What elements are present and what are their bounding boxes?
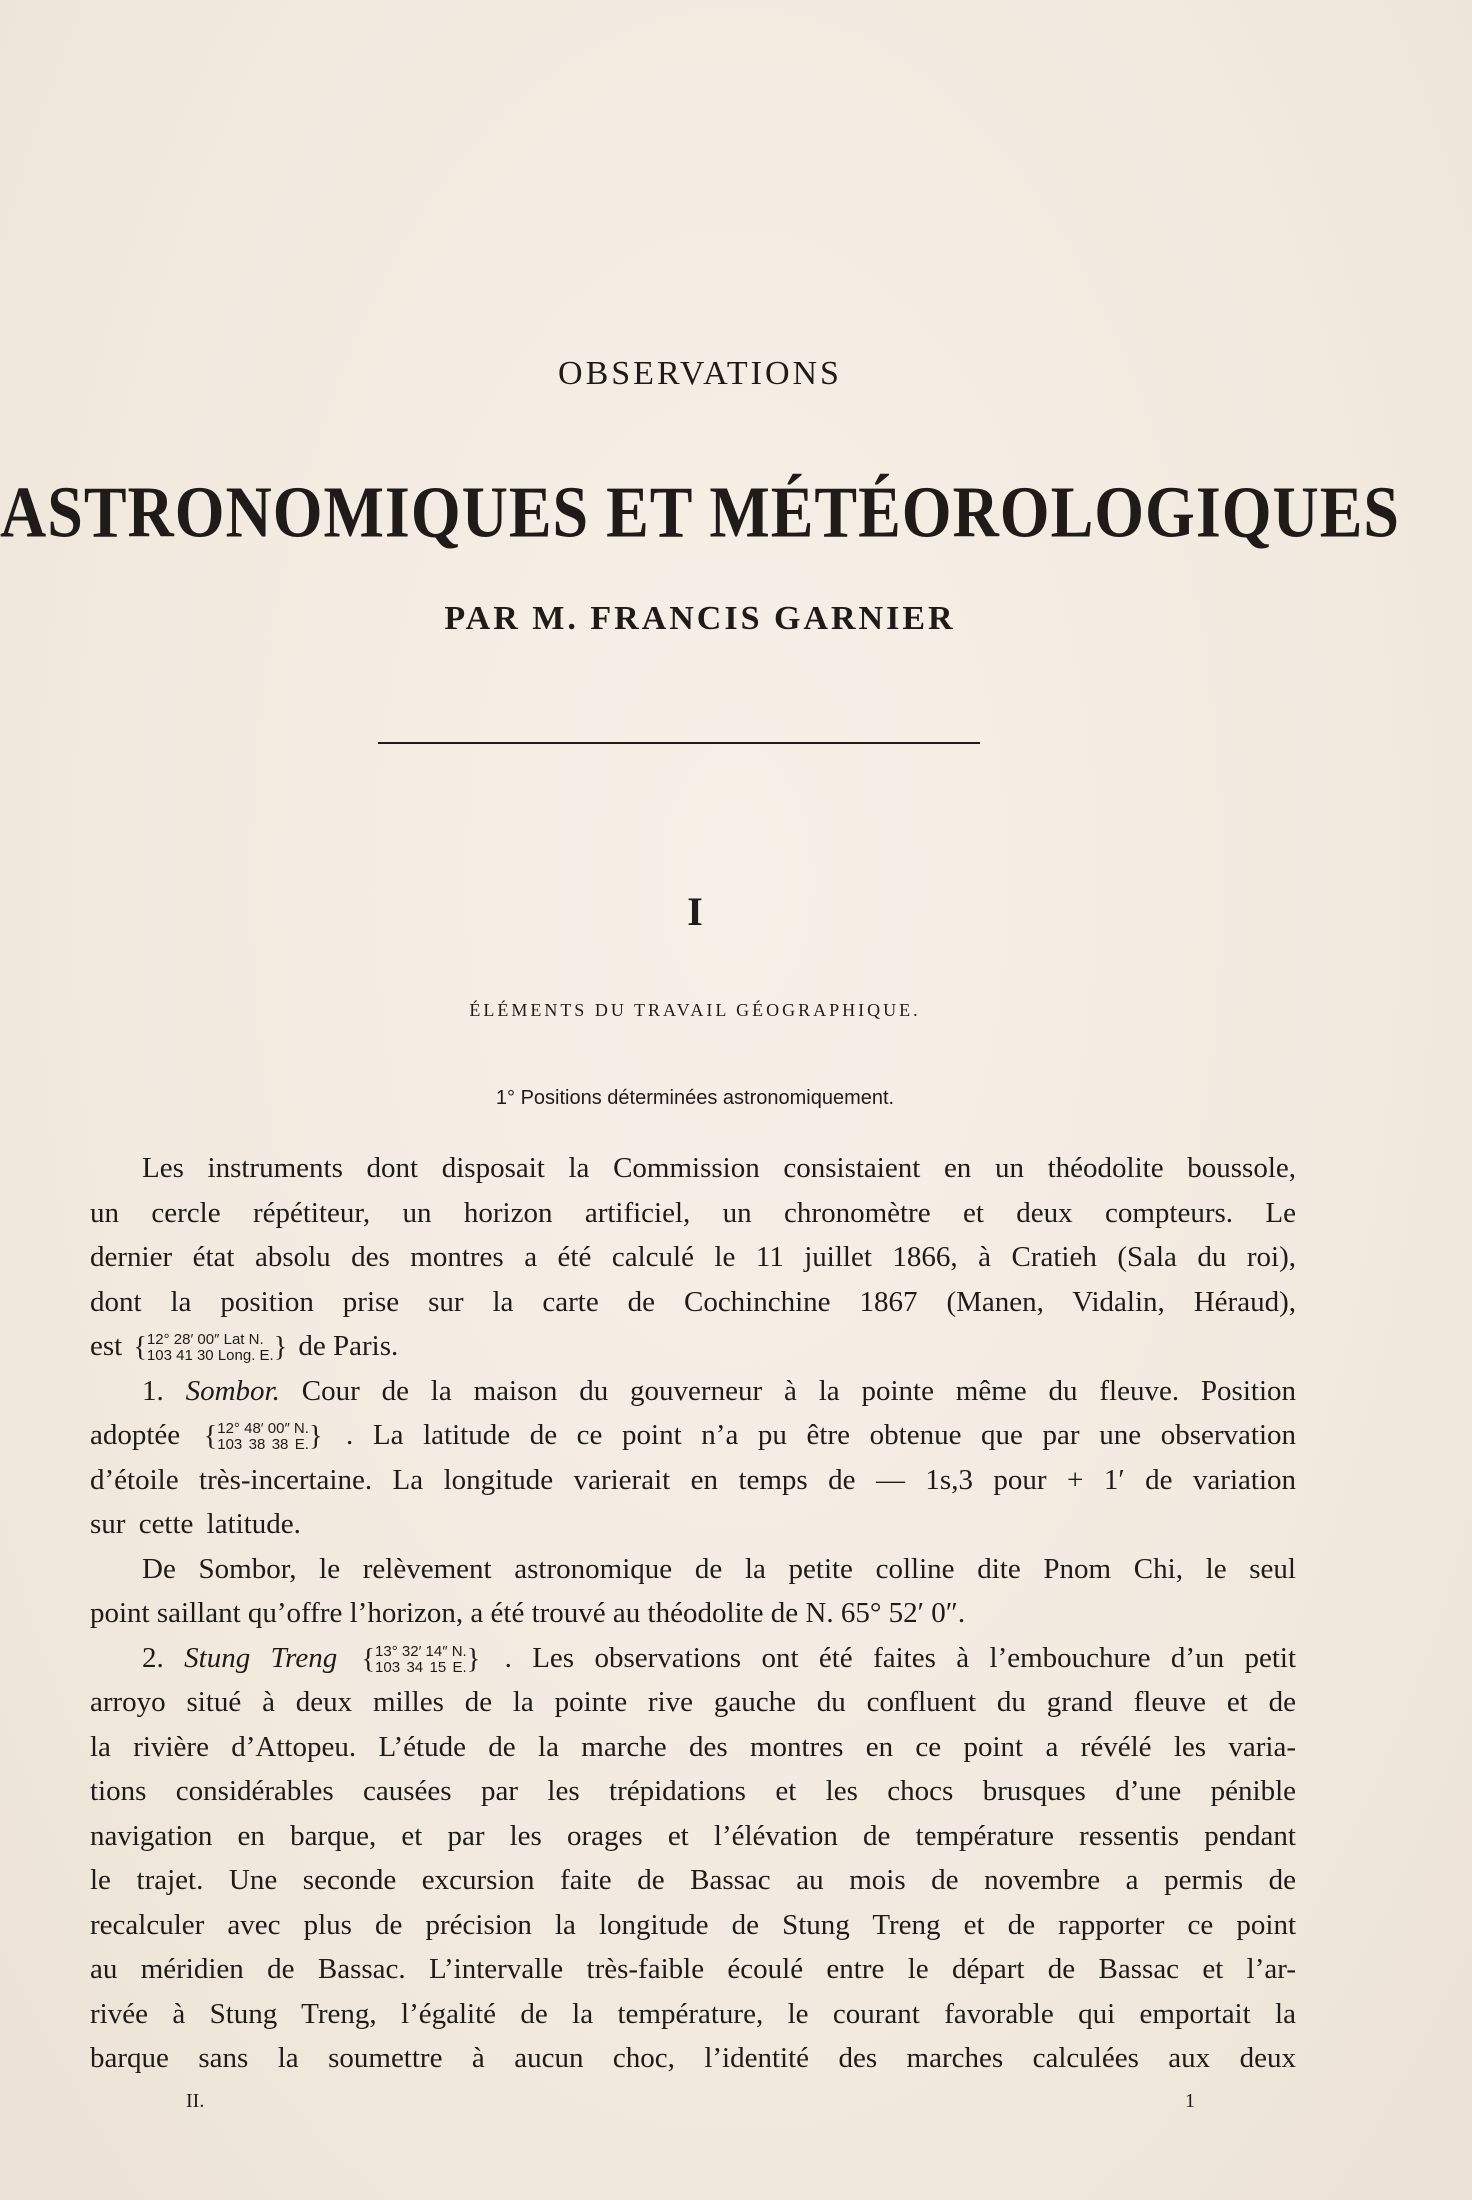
text-fragment: . La latitude de ce point n’a pu être obtenue que par une observation	[346, 1419, 1296, 1451]
text-line: point saillant qu’offre l’horizon, a été trouvé au théodolite de N. 65° 52′ 0″.	[90, 1597, 966, 1629]
page-number: 1	[1185, 2090, 1195, 2112]
entry-number: 1.	[142, 1374, 164, 1407]
coordinate-block: { 12° 28′ 00″ Lat N. 103 41 30 Long. E. }	[133, 1331, 288, 1365]
header-author: PAR M. FRANCIS GARNIER	[444, 600, 956, 637]
text-line: rivée à Stung Treng, l’égalité de la température, le courant favorable qui emportait la	[90, 1997, 1296, 2030]
text-line	[90, 1324, 1296, 1369]
text-fragment: . Les observations ont été faites à l’embouchure d’un petit	[504, 1641, 1297, 1674]
text-line: un cercle répétiteur, un horizon artificiel, un chronomètre et deux compteurs. Le	[90, 1196, 1296, 1229]
signature-mark: II.	[186, 2090, 205, 2112]
coordinate-lat: 12° 28′ 00″ Lat N.	[146, 1331, 264, 1349]
text-line: dernier état absolu des montres a été calculé le 11 juillet 1866, à Cratieh (Sala du roi),	[90, 1241, 1296, 1273]
coordinate-long: 103 34 15 E.	[375, 1658, 467, 1676]
text-line	[90, 1636, 1296, 1681]
coordinate-lat: 12° 48′ 00″ N.	[217, 1420, 309, 1438]
text-line: De Sombor, le relèvement astronomique de la petite colline dite Pnom Chi, le seul	[142, 1552, 1296, 1585]
text-fragment: Cour de la maison du gouverneur à la pointe même du fleuve. Position	[301, 1374, 1297, 1407]
subsection-title: 1° Positions déterminées astronomiquement.	[495, 1087, 895, 1109]
place-name: Sombor.	[185, 1374, 280, 1407]
coordinate-long: 103 41 30 Long. E.	[146, 1347, 274, 1365]
coordinate-block: { 12° 48′ 00″ N. 103 38 38 E. }	[203, 1420, 323, 1454]
header-title: ASTRONOMIQUES ET MÉTÉOROLOGIQUES	[0, 471, 1400, 553]
text-line: Les instruments dont disposait la Commission consistaient en un théodolite boussole,	[142, 1152, 1296, 1184]
text-line: recalculer avec plus de précision la longitude de Stung Treng et de rapporter ce point	[90, 1908, 1296, 1941]
text-line: navigation en barque, et par les orages et l’élévation de température ressentis pendant	[90, 1819, 1296, 1852]
body-text	[90, 1146, 1296, 2081]
text-line	[90, 1413, 1296, 1458]
text-line: arroyo situé à deux milles de la pointe rive gauche du confluent du grand fleuve et de	[90, 1686, 1296, 1718]
text-line	[90, 1369, 1296, 1414]
section-number: I	[687, 889, 703, 934]
text-line: dont la position prise sur la carte de Cochinchine 1867 (Manen, Vidalin, Héraud),	[90, 1285, 1296, 1318]
coordinate-block: { 13° 32′ 14″ N. 103 34 15 E. }	[361, 1642, 481, 1676]
text-line: le trajet. Une seconde excursion faite de Bassac au mois de novembre a permis de	[90, 1864, 1296, 1896]
header-line-observations: OBSERVATIONS	[558, 355, 842, 392]
text-line: d’étoile très-incertaine. La longitude varierait en temps de — 1s,3 pour + 1′ de variation	[90, 1463, 1296, 1496]
title-rule-divider	[378, 742, 980, 744]
section-title: ÉLÉMENTS DU TRAVAIL GÉOGRAPHIQUE.	[469, 1000, 921, 1020]
text-fragment: adoptée	[90, 1419, 181, 1451]
place-name: Stung Treng	[184, 1641, 338, 1674]
text-line: au méridien de Bassac. L’intervalle très-faible écoulé entre le départ de Bassac et l’ar-	[90, 1953, 1296, 1985]
entry-number: 2.	[142, 1641, 164, 1674]
text-fragment: de Paris.	[298, 1330, 399, 1362]
text-line: sur cette latitude.	[90, 1508, 301, 1540]
coordinate-lat: 13° 32′ 14″ N.	[375, 1642, 467, 1660]
text-fragment: est	[90, 1330, 123, 1362]
text-line: barque sans la soumettre à aucun choc, l’identité des marches calculées aux deux	[90, 2042, 1296, 2074]
text-line: tions considérables causées par les trépidations et les chocs brusques d’une pénible	[90, 1775, 1296, 1807]
coordinate-long: 103 38 38 E.	[217, 1436, 309, 1454]
text-line: la rivière d’Attopeu. L’étude de la marche des montres en ce point a révélé les varia-	[90, 1730, 1296, 1763]
